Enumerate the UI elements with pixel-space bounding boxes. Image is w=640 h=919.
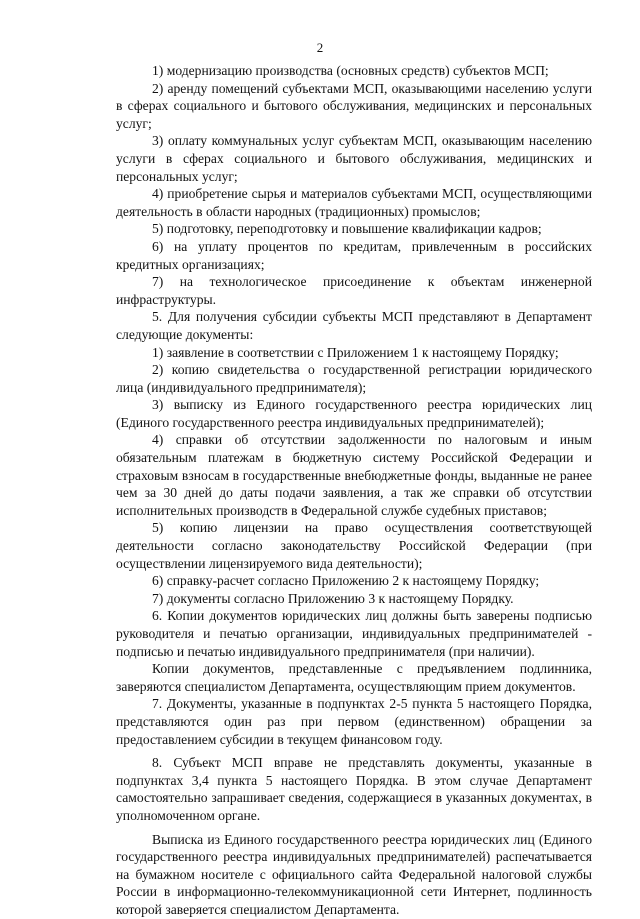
paragraph-copies: Копии документов, представленные с предъявлением подлинника, заверяются специалистом Департамента, осуществляющим прием документов. [116, 661, 592, 694]
paragraph-extract: Выписка из Единого государственного реестра юридических лиц (Единого государственного реестра индивидуальных предпринимателей) распечатывается на бумажном носителе с официального сайта Федеральной налоговой службы России в информационно-телекоммуникационной сети Интернет, подлинность которой заверяется специалистом Департамента. [116, 831, 592, 917]
paragraph-clause-7: 7. Документы, указанные в подпунктах 2-5 пункта 5 настоящего Порядка, представляются один раз при первом (единственном) обращении за предоставлением субсидии в текущем финансовом году. [116, 696, 592, 747]
paragraph-doc-3: 3) выписку из Единого государственного реестра юридических лиц (Единого государственного реестра индивидуальных предпринимателей); [116, 397, 592, 430]
paragraph-doc-5: 5) копию лицензии на право осуществления соответствующей деятельности согласно законодательству Российской Федерации (при осуществлении лицензируемого вида деятельности); [116, 520, 592, 571]
paragraph-item-2: 2) аренду помещений субъектами МСП, оказывающими населению услуги в сферах социального и бытового обслуживания, медицинских и персональных услуг; [116, 80, 592, 131]
paragraph-item-5: 5) подготовку, переподготовку и повышение квалификации кадров; [152, 221, 542, 237]
paragraph-doc-6: 6) справку-расчет согласно Приложению 2 к настоящему Порядку; [152, 573, 540, 589]
paragraph-clause-6: 6. Копии документов юридических лиц должны быть заверены подписью руководителя и печатью организации, индивидуальных предпринимателей - подписью и печатью индивидуального предпринимателя (при наличии). [116, 608, 592, 659]
paragraph-item-7: 7) на технологическое присоединение к объектам инженерной инфраструктуры. [116, 274, 592, 307]
paragraph-doc-2: 2) копию свидетельства о государственной регистрации юридического лица (индивидуального предпринимателя); [116, 362, 592, 395]
paragraph-doc-7: 7) документы согласно Приложению 3 к настоящему Порядку. [152, 590, 514, 606]
paragraph-doc-4: 4) справки об отсутствии задолженности по налоговым и иным обязательным платежам в бюджетную систему Российской Федерации и страховым взносам в государственные внебюджетные фонды, выданные не ранее чем за 30 дней до даты подачи заявления, а так же справки об отсутствии исполнительных производств в Федеральной службе судебных приставов; [116, 432, 592, 518]
paragraph-item-3: 3) оплату коммунальных услуг субъектам МСП, оказывающим населению услуги в сферах социального и бытового обслуживания, медицинских и персональных услуг; [116, 133, 592, 184]
paragraph-clause-5: 5. Для получения субсидии субъекты МСП представляют в Департамент следующие документы: [116, 309, 592, 342]
paragraph-item-6: 6) на уплату процентов по кредитам, привлеченным в российских кредитных организациях; [116, 238, 592, 272]
paragraph-item-4: 4) приобретение сырья и материалов субъектами МСП, осуществляющими деятельность в области народных (традиционных) промыслов; [116, 186, 592, 219]
page-number: 2 [316, 40, 324, 55]
document-body [116, 62, 592, 919]
paragraph-doc-1: 1) заявление в соответствии с Приложением 1 к настоящему Порядку; [152, 344, 559, 360]
paragraph-clause-8: 8. Субъект МСП вправе не представлять документы, указанные в подпунктах 3,4 пункта 5 настоящего Порядка. В этом случае Департамент самостоятельно запрашивает сведения, содержащиеся в указанных документах, в уполномоченном органе. [116, 755, 592, 823]
paragraph-item-1: 1) модернизацию производства (основных средств) субъектов МСП; [152, 63, 549, 78]
